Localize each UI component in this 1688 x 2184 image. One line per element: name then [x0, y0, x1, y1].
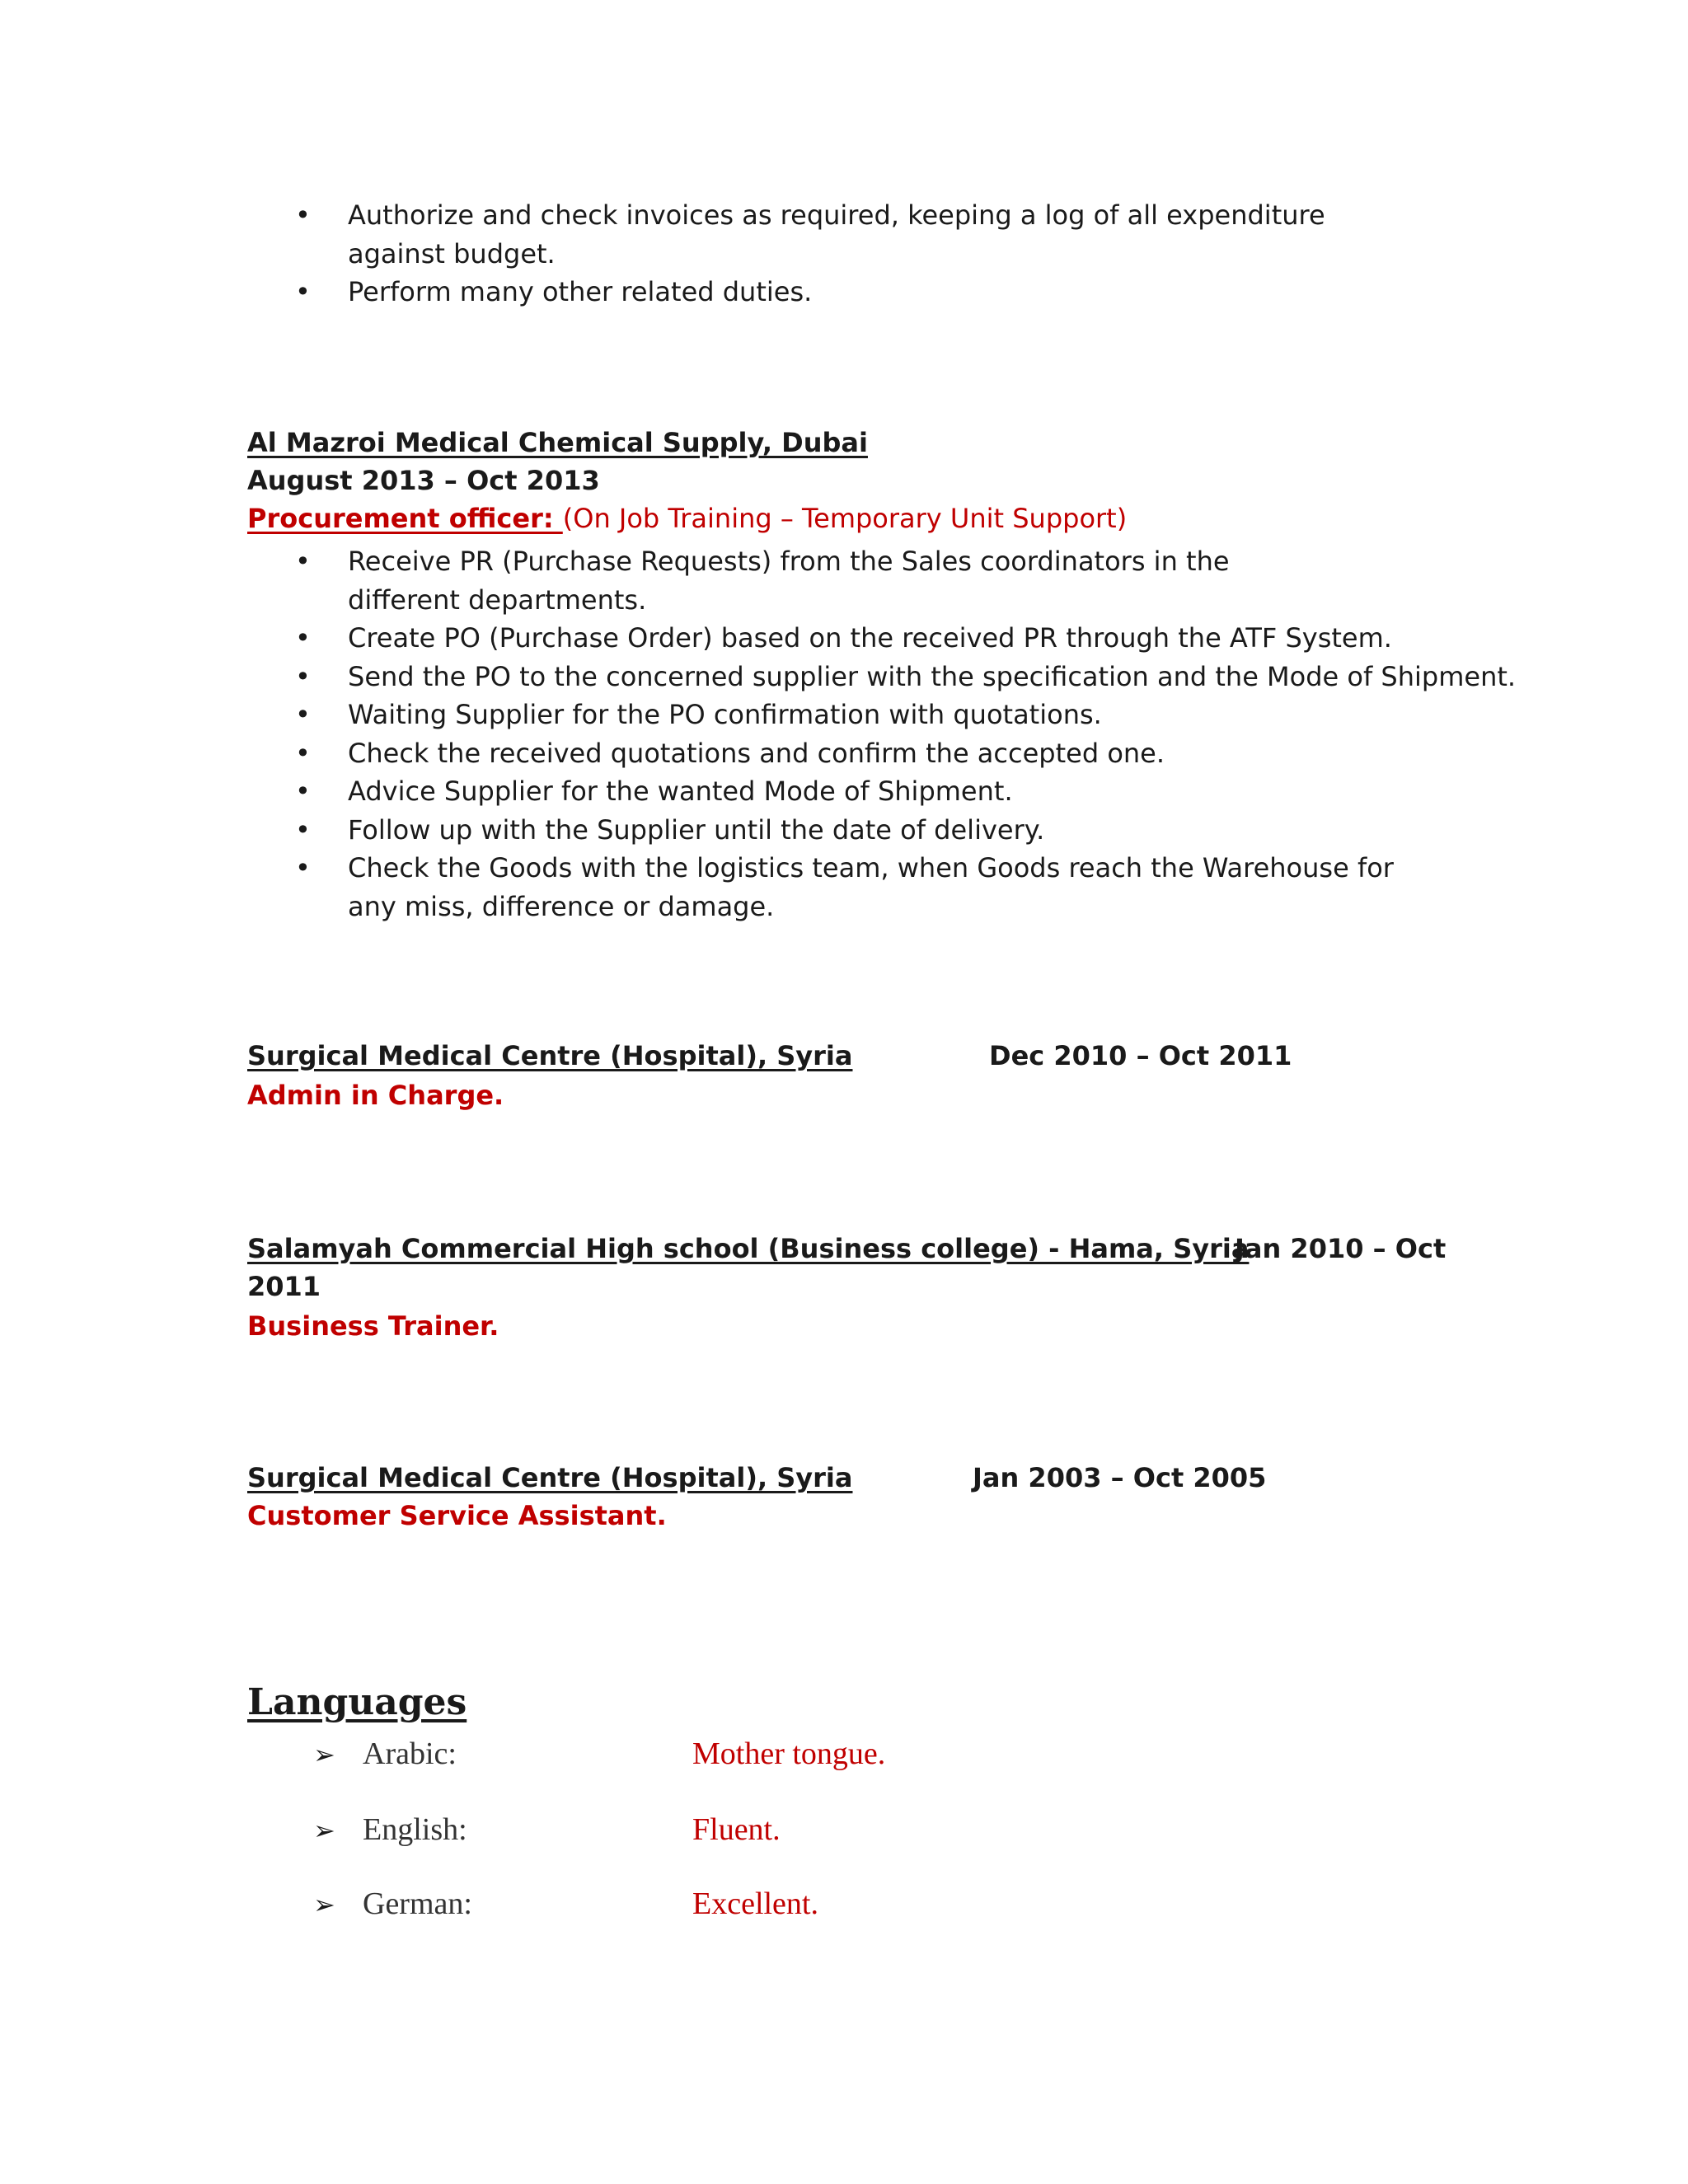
job2-role: Admin in Charge. — [247, 1080, 504, 1111]
bullet-icon: • — [295, 852, 311, 883]
job4-company: Surgical Medical Centre (Hospital), Syria — [247, 1462, 853, 1493]
job1-role-line — [247, 503, 1127, 534]
language-level: Mother tongue. — [692, 1736, 886, 1771]
job1-bullet-list — [0, 542, 1517, 926]
job1-company: Al Mazroi Medical Chemical Supply, Dubai — [247, 427, 868, 458]
job3-dates: Jan 2010 – Oct — [1235, 1233, 1447, 1264]
job4-role: Customer Service Assistant. — [247, 1500, 667, 1531]
job3-dates-cont: 2011 — [247, 1271, 321, 1302]
arrow-bullet-icon: ➢ — [313, 1889, 335, 1920]
bullet-icon: • — [295, 737, 311, 769]
list-item: • Waiting Supplier for the PO confirmation with quotations. — [0, 696, 1452, 734]
language-name: Arabic: — [363, 1736, 457, 1771]
list-item: • Follow up with the Supplier until the date of delivery. — [0, 811, 1452, 850]
language-name: English: — [363, 1812, 467, 1847]
list-item: • Authorize and check invoices as required, keeping a log of all expenditure against budget. — [0, 196, 1452, 273]
job2-dates: Dec 2010 – Oct 2011 — [989, 1040, 1292, 1071]
job1-dates: August 2013 – Oct 2013 — [247, 465, 600, 496]
bullet-icon: • — [295, 199, 311, 231]
language-level: Excellent. — [692, 1886, 818, 1921]
top-bullet-list — [0, 196, 1452, 312]
language-name: German: — [363, 1886, 472, 1921]
bullet-icon: • — [295, 699, 311, 730]
list-item: • Receive PR (Purchase Requests) from the Sales coordinators in the different departments. — [0, 542, 1452, 619]
language-row-english — [0, 1811, 1688, 1853]
languages-title: Languages — [247, 1681, 467, 1723]
job3-company: Salamyah Commercial High school (Business college) - Hama, Syria — [247, 1233, 1250, 1264]
job1-role: Procurement officer: — [247, 503, 563, 534]
list-item: • Advice Supplier for the wanted Mode of Shipment. — [0, 772, 1452, 811]
language-row-german — [0, 1886, 1688, 1927]
arrow-bullet-icon: ➢ — [313, 1815, 335, 1846]
bullet-icon: • — [295, 622, 311, 654]
job1-role-note: (On Job Training – Temporary Unit Support) — [562, 503, 1128, 534]
bullet-icon: • — [295, 546, 311, 577]
job4-dates: Jan 2003 – Oct 2005 — [973, 1462, 1267, 1493]
bullet-icon: • — [295, 776, 311, 807]
bullet-icon: • — [295, 813, 311, 846]
job3-role: Business Trainer. — [247, 1310, 499, 1342]
arrow-bullet-icon: ➢ — [313, 1739, 335, 1770]
language-level: Fluent. — [692, 1812, 781, 1847]
list-item: • Send the PO to the concerned supplier with the specification and the Mode of Shipment. — [0, 658, 1452, 696]
bullet-icon: • — [295, 276, 311, 307]
list-item: • Perform many other related duties. — [0, 273, 1452, 312]
list-item: • Create PO (Purchase Order) based on the received PR through the ATF System. — [0, 619, 1452, 658]
list-item: • Check the Goods with the logistics team, when Goods reach the Warehouse for any miss, difference or damage. — [0, 849, 1452, 926]
language-row-arabic — [0, 1736, 1688, 1777]
job2-company: Surgical Medical Centre (Hospital), Syria — [247, 1040, 853, 1071]
list-item: • Check the received quotations and confirm the accepted one. — [0, 734, 1452, 773]
bullet-icon: • — [295, 660, 311, 692]
